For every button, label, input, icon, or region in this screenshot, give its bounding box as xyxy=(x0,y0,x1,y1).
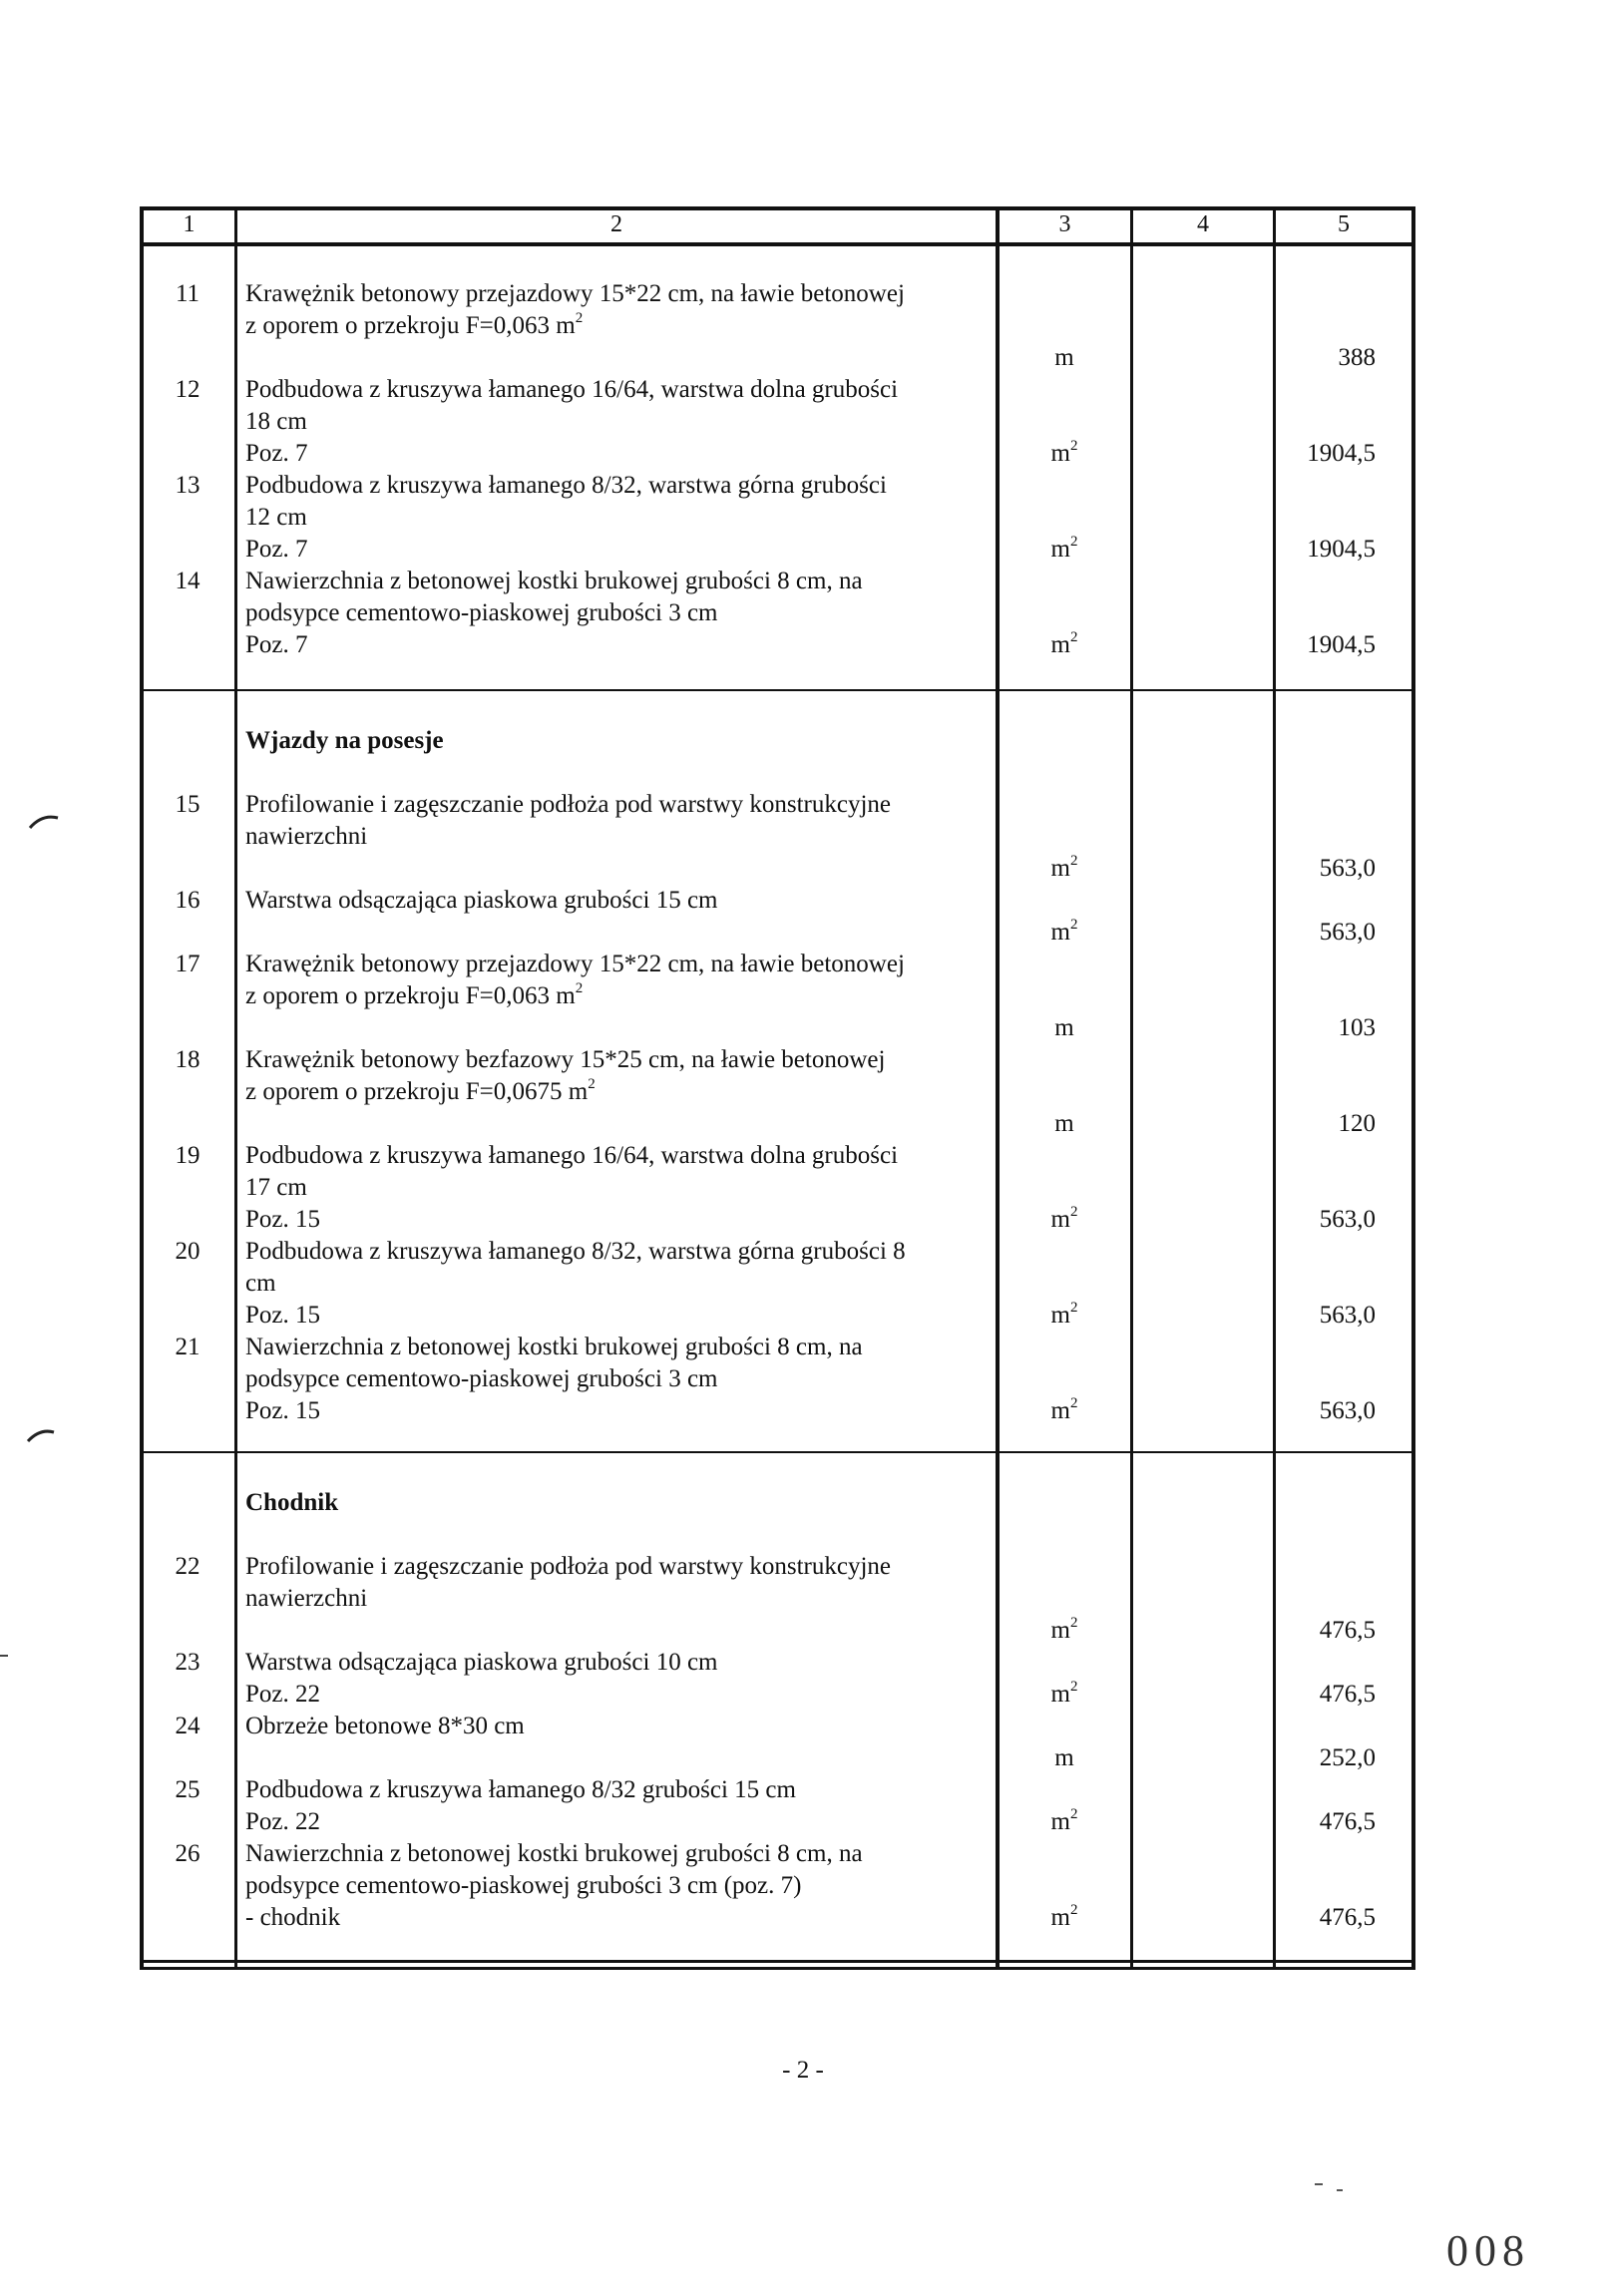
row-quantity: 563,0 xyxy=(1319,919,1376,946)
margin-tick-mark xyxy=(28,1431,54,1441)
row-unit: m xyxy=(1054,344,1074,371)
row-unit: $m^2$ xyxy=(1050,1615,1078,1644)
column-header-2: 2 xyxy=(610,211,622,237)
row-unit: $m^2$ xyxy=(1050,1300,1078,1329)
margin-tick-mark xyxy=(30,817,58,828)
row-quantity: 563,0 xyxy=(1319,1397,1376,1424)
row-unit: $m^2$ xyxy=(1050,1806,1078,1835)
row-number: 20 xyxy=(175,1238,201,1265)
row-number: 23 xyxy=(175,1649,201,1676)
row-number: 22 xyxy=(175,1553,201,1580)
row-description: Profilowanie i zagęszczanie podłoża pod warstwy konstrukcyjne xyxy=(245,1553,892,1580)
row-quantity: 120 xyxy=(1338,1110,1376,1137)
row-unit: m xyxy=(1054,1110,1074,1137)
row-description: cm xyxy=(245,1270,276,1297)
row-quantity: 563,0 xyxy=(1319,1206,1376,1233)
row-number: 11 xyxy=(175,280,201,307)
row-description: podsypce cementowo-piaskowej grubości 3 cm xyxy=(245,599,718,626)
row-description: Poz. 22 xyxy=(245,1681,320,1708)
row-description: Poz. 7 xyxy=(245,536,308,563)
row-unit: $m^2$ xyxy=(1050,1902,1078,1931)
row-description: Poz. 22 xyxy=(245,1808,320,1835)
row-number: 24 xyxy=(175,1713,201,1739)
page-number: - 2 - xyxy=(782,2057,824,2084)
row-unit: $m^2$ xyxy=(1050,1679,1078,1708)
row-quantity: 476,5 xyxy=(1319,1617,1376,1644)
row-quantity: 476,5 xyxy=(1319,1904,1376,1931)
row-description: 18 cm xyxy=(245,408,307,435)
row-description: Podbudowa z kruszywa łamanego 16/64, warstwa dolna grubości xyxy=(245,1142,899,1169)
section-title: Wjazdy na posesje xyxy=(245,727,444,754)
row-description: Warstwa odsączająca piaskowa grubości 10 cm xyxy=(245,1649,718,1676)
row-description: Krawężnik betonowy bezfazowy 15*25 cm, na ławie betonowej xyxy=(245,1046,886,1073)
row-quantity: 1904,5 xyxy=(1307,631,1376,658)
row-number: 19 xyxy=(175,1142,201,1169)
row-description: podsypce cementowo-piaskowej grubości 3 cm xyxy=(245,1365,718,1392)
row-unit: $m^2$ xyxy=(1050,853,1078,882)
row-description: Poz. 7 xyxy=(245,440,308,467)
row-unit: m xyxy=(1054,1014,1074,1041)
row-description: nawierzchni xyxy=(245,1585,368,1612)
row-description: Poz. 15 xyxy=(245,1302,320,1329)
row-unit: $m^2$ xyxy=(1050,629,1078,658)
row-description: - chodnik xyxy=(245,1904,341,1931)
row-number: 16 xyxy=(175,887,201,914)
stamp-number: 008 xyxy=(1446,2226,1530,2275)
row-description: Poz. 15 xyxy=(245,1397,320,1424)
row-quantity: 103 xyxy=(1338,1014,1376,1041)
row-description: nawierzchni xyxy=(245,823,368,850)
column-header-5: 5 xyxy=(1338,211,1350,237)
row-unit: m xyxy=(1054,1744,1074,1771)
row-quantity: 476,5 xyxy=(1319,1681,1376,1708)
row-unit: $m^2$ xyxy=(1050,438,1078,467)
row-unit: $m^2$ xyxy=(1050,1395,1078,1424)
row-quantity: 476,5 xyxy=(1319,1808,1376,1835)
row-number: 17 xyxy=(175,951,201,977)
row-description: z oporem o przekroju F=0,0675 $m^2$ xyxy=(245,1076,596,1105)
row-unit: $m^2$ xyxy=(1050,1204,1078,1233)
row-number: 25 xyxy=(175,1776,201,1803)
row-description: Podbudowa z kruszywa łamanego 16/64, warstwa dolna grubości xyxy=(245,376,899,403)
row-description: z oporem o przekroju F=0,063 $m^2$ xyxy=(245,980,584,1009)
row-description: Poz. 15 xyxy=(245,1206,320,1233)
row-unit: $m^2$ xyxy=(1050,534,1078,563)
row-description: 12 cm xyxy=(245,504,307,531)
row-quantity: 563,0 xyxy=(1319,1302,1376,1329)
row-description: Podbudowa z kruszywa łamanego 8/32, warstwa górna grubości xyxy=(245,472,887,499)
row-number: 13 xyxy=(175,472,201,499)
row-description: Nawierzchnia z betonowej kostki brukowej grubości 8 cm, na xyxy=(245,1334,863,1360)
column-header-3: 3 xyxy=(1058,211,1071,237)
row-description: Profilowanie i zagęszczanie podłoża pod warstwy konstrukcyjne xyxy=(245,791,892,818)
row-quantity: 1904,5 xyxy=(1307,536,1376,563)
row-description: Podbudowa z kruszywa łamanego 8/32 grubości 15 cm xyxy=(245,1776,796,1803)
column-header-1: 1 xyxy=(183,211,196,237)
row-description: Obrzeże betonowe 8*30 cm xyxy=(245,1713,525,1739)
row-description: Podbudowa z kruszywa łamanego 8/32, warstwa górna grubości 8 xyxy=(245,1238,906,1265)
column-header-4: 4 xyxy=(1197,211,1209,237)
row-description: podsypce cementowo-piaskowej grubości 3 cm (poz. 7) xyxy=(245,1872,802,1899)
section-title: Chodnik xyxy=(245,1489,339,1516)
row-number: 14 xyxy=(175,568,201,594)
row-quantity: 252,0 xyxy=(1319,1744,1376,1771)
row-description: Warstwa odsączająca piaskowa grubości 15 cm xyxy=(245,887,718,914)
row-number: 18 xyxy=(175,1046,201,1073)
row-number: 21 xyxy=(175,1334,201,1360)
row-description: Poz. 7 xyxy=(245,631,308,658)
scan-speck xyxy=(1315,2184,1343,2190)
row-quantity: 563,0 xyxy=(1319,855,1376,882)
row-number: 15 xyxy=(175,791,201,818)
row-description: Krawężnik betonowy przejazdowy 15*22 cm, na ławie betonowej xyxy=(245,280,905,307)
row-quantity: 388 xyxy=(1338,344,1376,371)
row-description: z oporem o przekroju F=0,063 $m^2$ xyxy=(245,310,584,339)
row-description: Nawierzchnia z betonowej kostki brukowej grubości 8 cm, na xyxy=(245,568,863,594)
row-description: Nawierzchnia z betonowej kostki brukowej grubości 8 cm, na xyxy=(245,1840,863,1867)
row-description: 17 cm xyxy=(245,1174,307,1201)
row-number: 26 xyxy=(175,1840,201,1867)
row-unit: $m^2$ xyxy=(1050,917,1078,946)
row-description: Krawężnik betonowy przejazdowy 15*22 cm, na ławie betonowej xyxy=(245,951,905,977)
row-quantity: 1904,5 xyxy=(1307,440,1376,467)
row-number: 12 xyxy=(175,376,201,403)
